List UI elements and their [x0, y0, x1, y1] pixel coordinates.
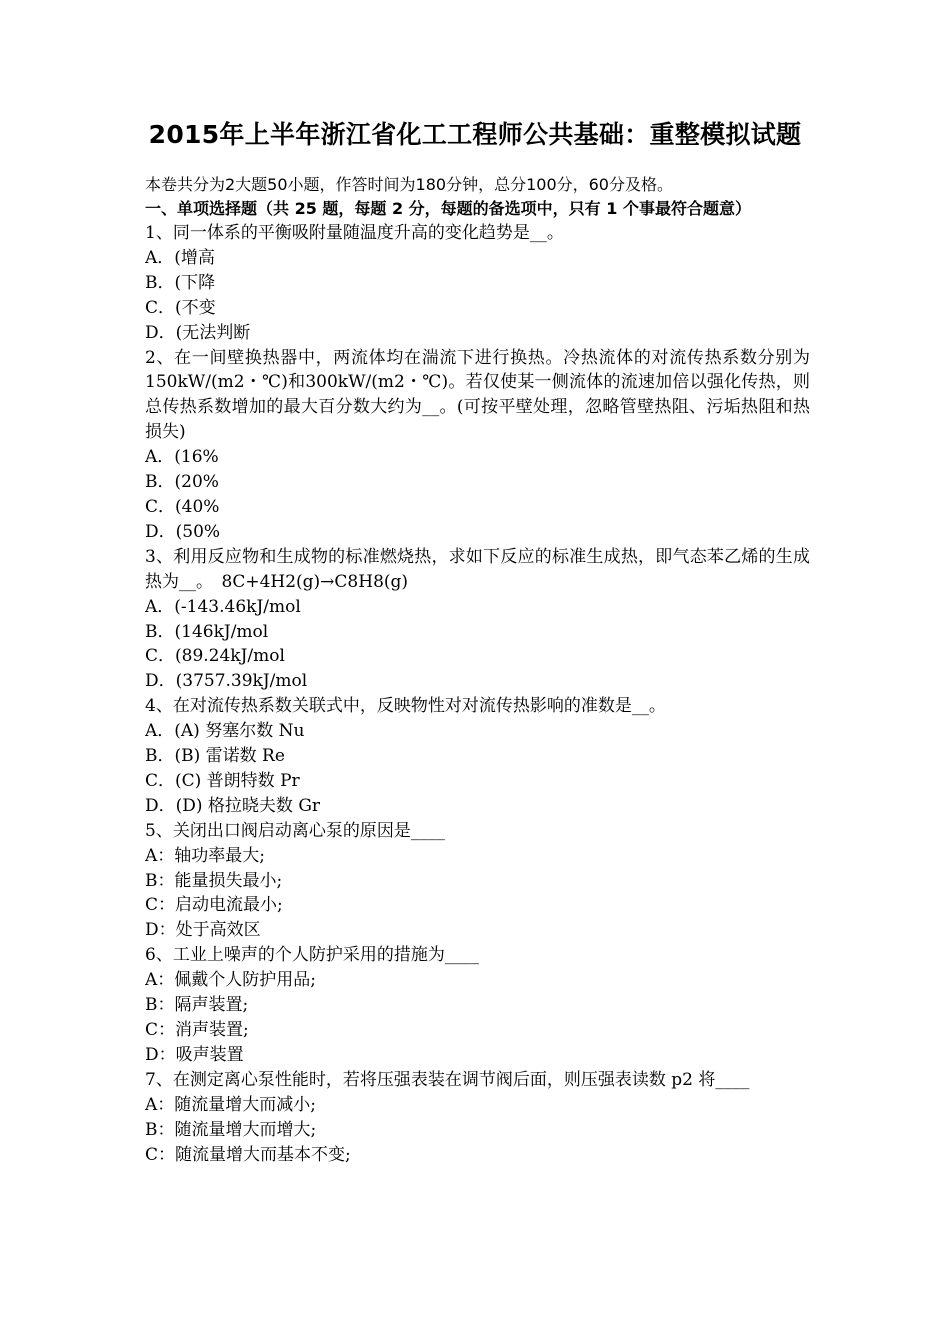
question-stem: 2、在一间壁换热器中，两流体均在湍流下进行换热。冷热流体的对流传热系数分别为150kW/(m2・℃)和300kW/(m2・℃)。若仅使某一侧流体的流速加倍以强化传热，则总传热系数增加的最大百分数大约为__。(可按平壁处理，忽略管壁热阻、污垢热阻和热损失): [145, 347, 810, 443]
answer-option: C：随流量增大而基本不变;: [145, 1144, 351, 1165]
answer-option: A：佩戴个人防护用品;: [145, 970, 317, 991]
answer-option: B．(146kJ/mol: [145, 621, 269, 642]
question-block: [145, 346, 810, 545]
answer-option: B．(B) 雷诺数 Re: [145, 746, 285, 767]
page-title: 2015年上半年浙江省化工工程师公共基础：重整模拟试题: [148, 120, 802, 149]
answer-option: D：吸声装置: [145, 1044, 244, 1065]
answer-option: A．(增高: [145, 247, 215, 268]
question-block: [145, 221, 810, 346]
answer-option: D．(50%: [145, 521, 221, 542]
answer-option: A．(A) 努塞尔数 Nu: [145, 721, 305, 742]
answer-option: C．(40%: [145, 496, 220, 517]
question-block: [145, 545, 810, 694]
question-list: [145, 221, 810, 1167]
question-stem: 4、在对流传热系数关联式中，反映物性对对流传热影响的准数是__。: [145, 696, 666, 717]
answer-option: B：能量损失最小;: [145, 870, 283, 891]
answer-option: B．(下降: [145, 272, 216, 293]
answer-option: A：轴功率最大;: [145, 845, 266, 866]
question-stem: 3、利用反应物和生成物的标准燃烧热，求如下反应的标准生成热，即气态苯乙烯的生成热为__。 8C+4H2(g)→C8H8(g): [145, 546, 810, 592]
answer-option: C．(C) 普朗特数 Pr: [145, 770, 300, 791]
answer-option: C．(89.24kJ/mol: [145, 646, 285, 667]
answer-option: C．(不变: [145, 297, 216, 318]
document-body: [145, 172, 810, 1167]
answer-option: B：随流量增大而增大;: [145, 1119, 317, 1140]
answer-option: D．(无法判断: [145, 322, 251, 343]
answer-option: B．(20%: [145, 472, 219, 493]
question-block: [145, 819, 810, 944]
answer-option: D．(D) 格拉晓夫数 Gr: [145, 795, 321, 816]
answer-option: C：消声装置;: [145, 1020, 249, 1040]
question-block: [145, 943, 810, 1068]
answer-option: A．(-143.46kJ/mol: [145, 596, 301, 617]
question-stem: 5、关闭出口阀启动离心泵的原因是____: [145, 820, 445, 841]
exam-intro: 本卷共分为2大题50小题，作答时间为180分钟，总分100分，60分及格。: [145, 175, 673, 194]
answer-option: A．(16%: [145, 447, 219, 468]
answer-option: A：随流量增大而减小;: [145, 1094, 317, 1115]
section-heading: 一、单项选择题（共 25 题，每题 2 分，每题的备选项中，只有 1 个事最符合题意）: [145, 199, 751, 218]
answer-option: D．(3757.39kJ/mol: [145, 671, 308, 692]
answer-option: D：处于高效区: [145, 920, 261, 941]
question-block: [145, 1068, 810, 1168]
question-stem: 1、同一体系的平衡吸附量随温度升高的变化趋势是__。: [145, 223, 564, 243]
question-stem: 6、工业上噪声的个人防护采用的措施为____: [145, 945, 479, 966]
question-stem: 7、在测定离心泵性能时，若将压强表装在调节阀后面，则压强表读数 p2 将____: [145, 1069, 750, 1090]
answer-option: B：隔声装置;: [145, 995, 249, 1016]
answer-option: C：启动电流最小;: [145, 895, 283, 916]
question-block: [145, 694, 810, 819]
